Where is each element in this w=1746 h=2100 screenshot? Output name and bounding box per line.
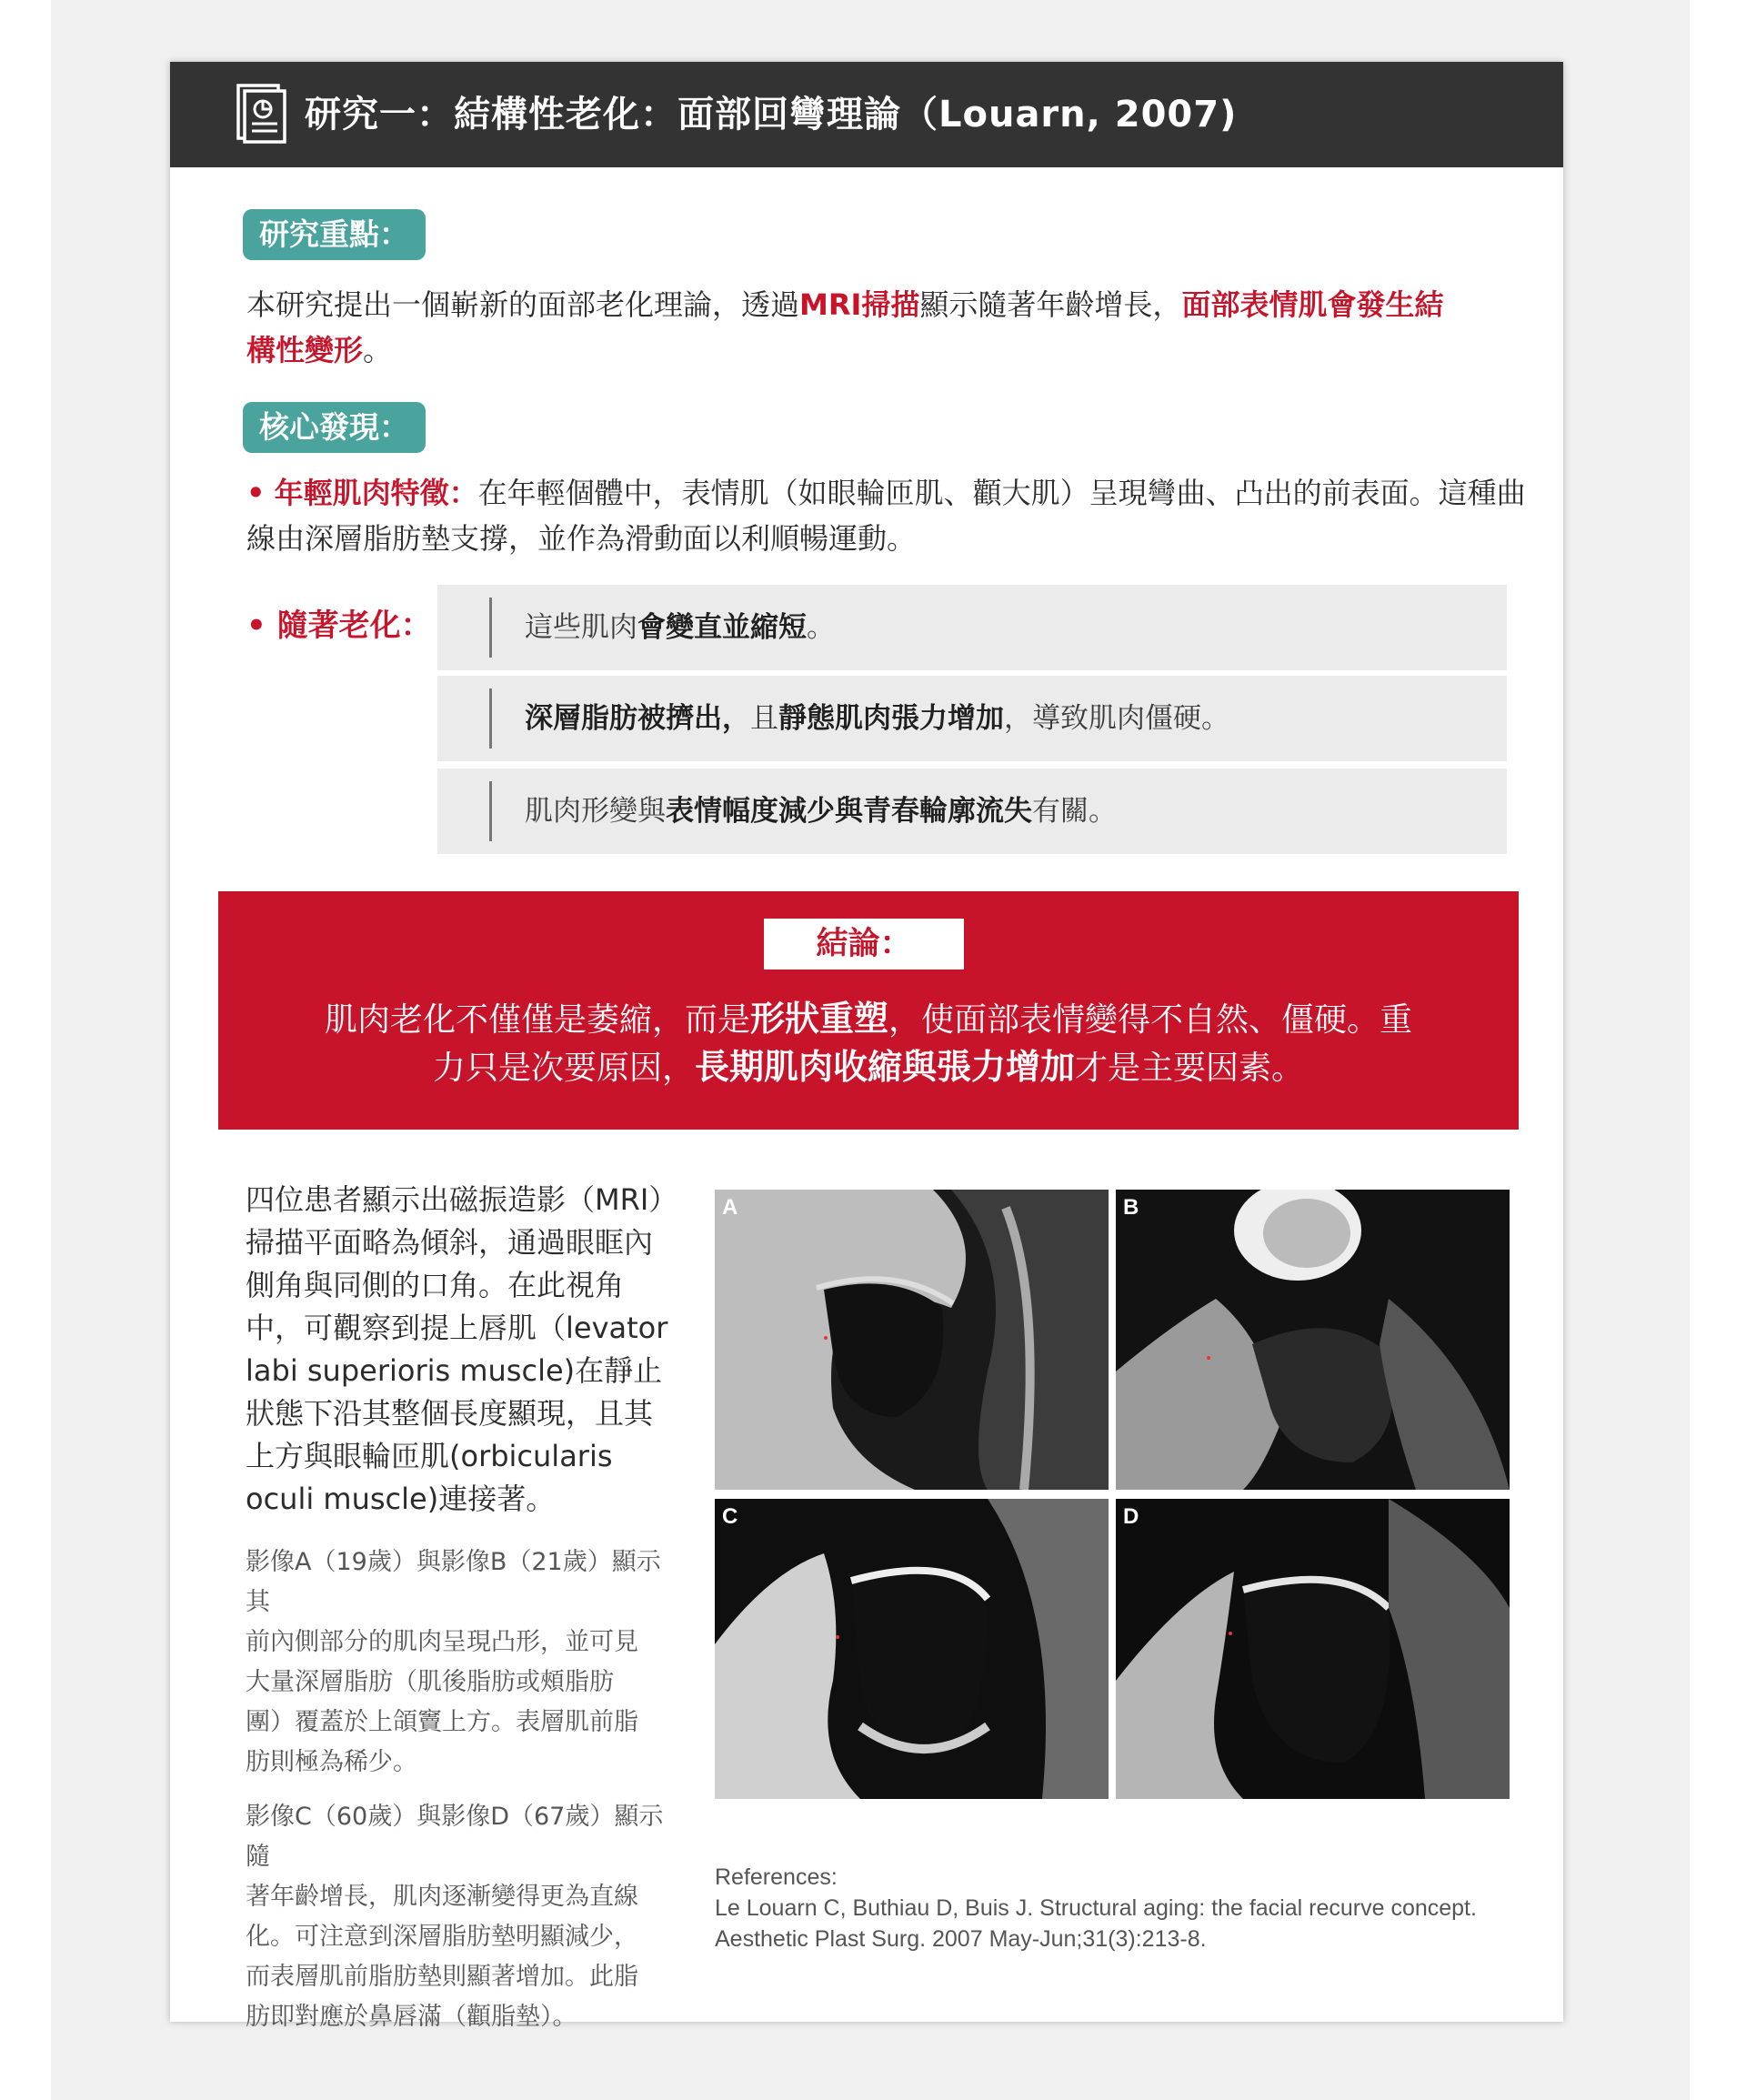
aging-item <box>437 676 1507 761</box>
references <box>715 1862 1477 1954</box>
focus-paragraph <box>246 282 1520 373</box>
conclusion-box <box>218 891 1519 1130</box>
conclusion-bold: 形狀重塑 <box>749 999 888 1039</box>
caption-line: 影像C（60歲）與影像D（67歲）顯示隨 <box>246 1803 664 1871</box>
focus-text: 本研究提出一個嶄新的面部老化理論，透過 <box>246 287 800 322</box>
aging-bold: 會變直並縮短 <box>637 611 807 644</box>
conclusion-line <box>218 1042 1519 1093</box>
mri-caption <box>246 1179 678 2037</box>
caption-note-cd <box>246 1797 673 2037</box>
caption-note-ab <box>246 1542 673 1783</box>
mri-image-d <box>1116 1499 1510 1799</box>
focus-text: 。 <box>363 333 393 367</box>
caption-line: 而表層肌前脂肪墊則顯著增加。此脂 <box>246 1963 638 1991</box>
aging-text: ，導致肌肉僵硬。 <box>1004 702 1229 735</box>
study-card <box>170 62 1563 2031</box>
findings-tag: 核心發現： <box>243 402 426 453</box>
aging-text: 。 <box>807 611 835 644</box>
focus-highlight-deformation: 面部表情肌會發生結 <box>1181 287 1444 322</box>
divider-bar <box>489 598 492 658</box>
focus-tag: 研究重點： <box>243 209 426 260</box>
caption-line: 肪即對應於鼻唇滿（顴脂墊）。 <box>246 2003 577 2031</box>
caption-line: 團）覆蓋於上頜竇上方。表層肌前脂 <box>246 1708 638 1736</box>
aging-bold: 表情幅度減少與青春輪廓流失 <box>666 795 1032 828</box>
reference-line: Aesthetic Plast Surg. 2007 May-Jun;31(3):213-8. <box>715 1926 1207 1952</box>
young-muscle-paragraph <box>246 470 1538 561</box>
conclusion-text: 力只是次要原因， <box>432 1050 695 1087</box>
aging-bold: 深層脂肪被擠出， <box>525 702 750 735</box>
aging-label: • 隨著老化： <box>246 608 432 644</box>
aging-bold: 靜態肌肉張力增加 <box>778 702 1004 735</box>
focus-highlight-deformation: 構性變形 <box>246 333 364 367</box>
caption-line: 掃描平面略為傾斜，通過眼眶內 <box>246 1225 654 1260</box>
study-header <box>170 62 1563 167</box>
caption-line: 化。可注意到深層脂肪墊明顯減少， <box>246 1923 638 1951</box>
mri-label: D <box>1123 1504 1139 1529</box>
young-muscle-label: 年輕肌肉特徵： <box>274 476 478 510</box>
study-title: 研究一：結構性老化：面部回彎理論（Louarn, 2007) <box>305 94 1238 136</box>
aging-text: 肌肉形變與 <box>525 795 666 828</box>
mri-image-c <box>715 1499 1109 1799</box>
young-muscle-text: 在年輕個體中，表情肌（如眼輪匝肌、顴大肌）呈現彎曲、凸出的前表面。這種曲 <box>477 476 1526 510</box>
references-heading: References: <box>715 1864 838 1890</box>
caption-line: 中，可觀察到提上唇肌（levator <box>246 1311 668 1345</box>
mri-label: C <box>722 1504 738 1529</box>
young-muscle-text: 線由深層脂肪墊支撐，並作為滑動面以利順暢運動。 <box>246 521 917 556</box>
caption-line: 側角與同側的口角。在此視角 <box>246 1268 625 1302</box>
aging-item <box>437 585 1507 670</box>
aging-item <box>437 769 1507 854</box>
mri-image-a <box>715 1190 1109 1490</box>
bullet-dot: • <box>246 476 266 510</box>
mri-image-b <box>1116 1190 1510 1490</box>
focus-text: 顯示隨著年齡增長， <box>919 287 1182 322</box>
caption-line: 前內側部分的肌肉呈現凸形，並可見 <box>246 1628 638 1656</box>
caption-main <box>246 1179 678 1521</box>
aging-text: 且 <box>750 702 778 735</box>
aging-text: 這些肌肉 <box>525 611 637 644</box>
divider-bar <box>489 781 492 841</box>
conclusion-label: 結論： <box>764 919 964 970</box>
focus-highlight-mri: MRI掃描 <box>799 287 920 322</box>
conclusion-text: ，使面部表情變得不自然、僵硬。重 <box>888 1001 1413 1039</box>
conclusion-text: 肌肉老化不僅僅是萎縮，而是 <box>324 1001 750 1039</box>
reference-line: Le Louarn C, Buthiau D, Buis J. Structural aging: the facial recurve concept. <box>715 1895 1477 1921</box>
mri-label: A <box>722 1195 738 1220</box>
caption-line: oculi muscle)連接著。 <box>246 1482 556 1516</box>
conclusion-bold: 長期肌肉收縮與張力增加 <box>694 1047 1075 1087</box>
caption-line: 上方與眼輪匝肌(orbicularis <box>246 1439 613 1473</box>
caption-line: 四位患者顯示出磁振造影（MRI） <box>246 1182 678 1217</box>
mri-label: B <box>1123 1195 1139 1220</box>
caption-line: 大量深層脂肪（肌後脂肪或頰脂肪 <box>246 1668 614 1696</box>
aging-text: 有關。 <box>1032 795 1117 828</box>
conclusion-line <box>218 994 1519 1045</box>
caption-line: 狀態下沿其整個長度顯現，且其 <box>246 1396 654 1431</box>
caption-line: labi superioris muscle)在靜止 <box>246 1353 663 1388</box>
caption-line: 肪則極為稀少。 <box>246 1748 417 1776</box>
caption-line: 影像A（19歲）與影像B（21歲）顯示其 <box>246 1548 661 1616</box>
caption-line: 著年齡增長，肌肉逐漸變得更為直線 <box>246 1883 638 1911</box>
document-icon <box>236 84 287 144</box>
divider-bar <box>489 688 492 749</box>
mri-image-grid <box>715 1190 1510 1799</box>
conclusion-text: 才是主要因素。 <box>1075 1050 1305 1087</box>
